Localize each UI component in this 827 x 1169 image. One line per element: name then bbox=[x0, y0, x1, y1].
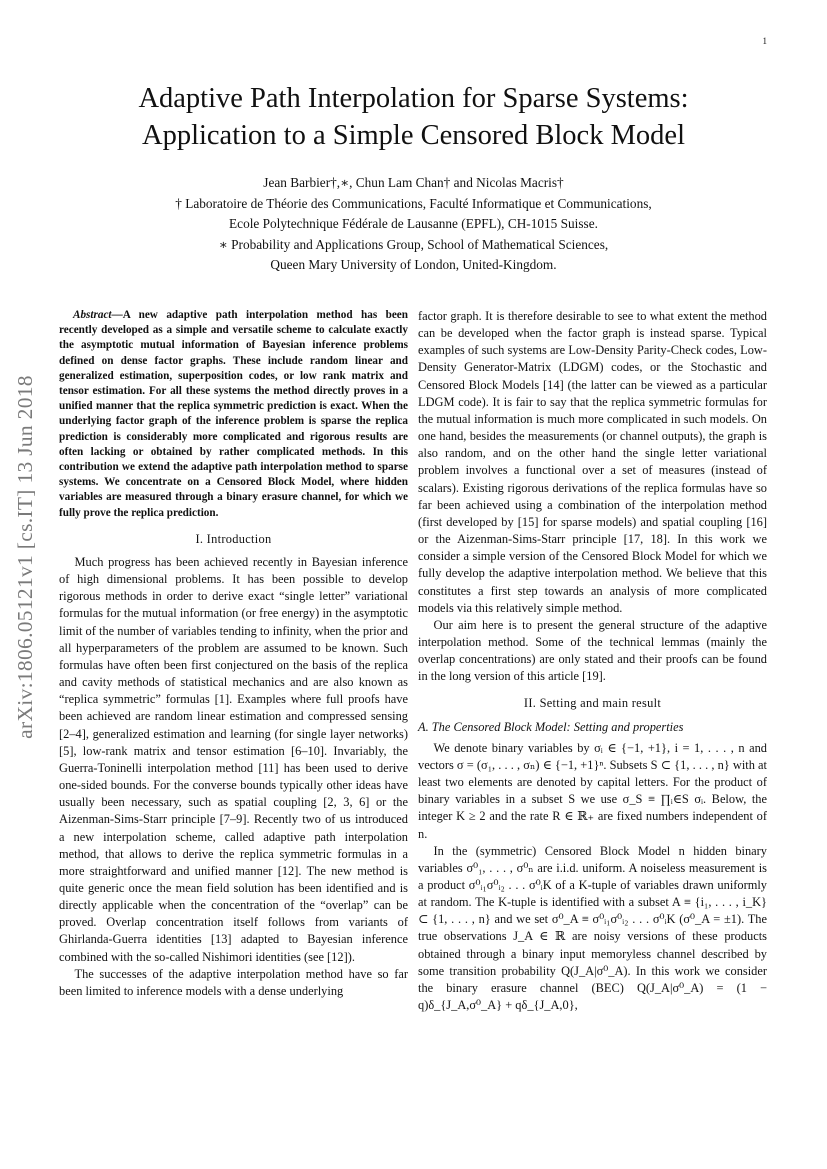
arxiv-stamp: arXiv:1806.05121v1 [cs.IT] 13 Jun 2018 bbox=[13, 375, 37, 739]
setting-paragraph-1: We denote binary variables by σᵢ ∈ {−1, +1}, i = 1, . . . , n and vectors σ = (σ₁, . . . , σₙ) ∈ {−1, +1}ⁿ. Subsets S ⊂ {1, . . . , n} with at least two elements are denoted by capital letters. For the product of binary variables in a subset S we use σ_S ≡ ∏ᵢ∈S σᵢ. Below, the integer K ≥ 2 and the rate R ∈ ℝ₊ are fixed numbers independent of n. bbox=[418, 740, 767, 841]
setting-paragraph-2: In the (symmetric) Censored Block Model n hidden binary variables σ⁰₁, . . . , σ⁰ₙ are i.i.d. uniform. A noiseless measurement is a product σ⁰ᵢ₁σ⁰ᵢ₂ . . . σ⁰ᵢK of a K-tuple of variables drawn uniformly at random. The K-tuple is identified with a subset A ≡ {i₁, . . . , i_K} ⊂ {1, . . . , n} and we set σ⁰_A ≡ σ⁰ᵢ₁σ⁰ᵢ₂ . . . σ⁰ᵢK (σ⁰_A = ±1). The true observations J_A ∈ ℝ are noisy versions of these products obtained through a binary input memoryless channel described by some transition probability Q(J_A|σ⁰_A). In this work we consider the binary erasure channel (BEC) Q(J_A|σ⁰_A) = (1 − q)δ_{J_A,σ⁰_A} + qδ_{J_A,0}, bbox=[418, 843, 767, 1013]
paper-title bbox=[60, 80, 767, 154]
affiliation-line-4: Queen Mary University of London, United-Kingdom. bbox=[270, 257, 557, 272]
intro-paragraph-3: Our aim here is to present the general structure of the adaptive interpolation method. Some of the technical lemmas (mainly the overlap concentrations) are only stated and their proofs can be found in the long version of this article [19]. bbox=[418, 617, 767, 684]
abstract bbox=[59, 308, 408, 521]
intro-paragraph-2-continued: factor graph. It is therefore desirable to see to what extent the method can be developed when the factor graph is instead sparse. Typical examples of such systems are Low-Density Parity-Check codes, Low-Density Generator-Matrix (LDGM) codes, or the Stochastic and Censored Block Models [14] (the latter can be viewed as a particular LDGM code). It is fair to say that the replica symmetric formulas for the mutual information is much more complicated in such models. On one hand, besides the measurements (or channel outputs), the graph is also random, and on the other hand the single letter variational problem involves a functional over a set of measures (instead of scalars). Existing rigorous derivations of the replica formulas have so far been achieved using a combination of the interpolation method (first developed by [15] for sparse models) and spatial coupling [16] or the Aizenman-Sims-Starr principle [17, 18]. In this work we consider a simple version of the Censored Block Model for which we fully develop the adaptive interpolation method. We believe that this constitutes a first step towards an analysis of more complicated models via this relatively simple method. bbox=[418, 309, 767, 615]
intro-paragraph-1: Much progress has been achieved recently in Bayesian inference of high dimensional problems. It has been possible to develop rigorous methods in order to derive exact “single letter” variational formulas for the mutual information (or free energy) in the asymptotic limit of the number of variables tending to infinity, when the prior and all hyperparameters of the problem are assumed to be known. Such formulas have often been first conjectured on the basis of the replica and cavity methods of statistical mechanics and are also known as “replica symmetric” formulas [1]. Examples where full proofs have been achieved are random linear estimation and compressed sensing [2–4], generalized estimation and learning (for single layer networks) [5], low-rank matrix and tensor estimation [6–10]. Invariably, the Guerra-Toninelli interpolation method [11] has been used to derive one-sided bounds. For the converse bounds typically other ideas have usually been necessary, such as spatial coupling [2, 3, 6] or the Aizenman-Sims-Starr principle [7–9]. Recently two of us introduced a new interpolation scheme, called adaptive path interpolation method, that allows to derive the replica symmetric formulas in a more straightforward and unified manner [12]. The new method is quite generic once the mean field solution has been identified and is directly applicable when the concentration of the “overlap” can be proved. Overlap concentration itself follows from variants of Ghirlanda-Guerra identities [13] adapted to Bayesian inference combined with the so-called Nishimori identities (see [12]). bbox=[59, 555, 408, 964]
authors: Jean Barbier†,∗, Chun Lam Chan† and Nicolas Macris† bbox=[263, 175, 564, 190]
title-line-2: Application to a Simple Censored Block Model bbox=[141, 120, 685, 151]
page-number: 1 bbox=[762, 36, 767, 46]
right-column bbox=[418, 308, 767, 1014]
affiliation-line-2: Ecole Polytechnique Fédérale de Lausanne (EPFL), CH-1015 Suisse. bbox=[229, 216, 598, 231]
abstract-text: —A new adaptive path interpolation method has been recently developed as a simple and versatile scheme to calculate exactly the asymptotic mutual information of Bayesian inference problems defined on dense factor graphs. These include random linear and generalized estimation, superposition codes, or low rank matrix and tensor estimation. For all these systems the method directly proves in a unified manner that the replica symmetric prediction is exact. When the underlying factor graph of the inference problem is sparse the replica prediction is considerably more complicated and rigorous results are often lacking or obtained by rather complicated methods. In this contribution we extend the adaptive path interpolation method to sparse systems. We concentrate on a Censored Block Model, where hidden variables are measured through a binary erasure channel, for which we fully prove the replica prediction. bbox=[59, 309, 408, 519]
affiliation-line-3: ∗ Probability and Applications Group, School of Mathematical Sciences, bbox=[218, 236, 609, 252]
abstract-label: Abstract bbox=[73, 309, 112, 321]
author-block bbox=[60, 173, 767, 276]
left-column bbox=[59, 308, 408, 1000]
affiliation-line-1: † Laboratoire de Théorie des Communications, Faculté Informatique et Communications, bbox=[175, 195, 652, 211]
subsection-a-heading: A. The Censored Block Model: Setting and properties bbox=[418, 719, 684, 734]
section-1-heading: I. Introduction bbox=[195, 531, 272, 546]
intro-paragraph-2: The successes of the adaptive interpolation method have so far been limited to inference models with a dense underlying bbox=[59, 966, 408, 998]
section-2-heading: II. Setting and main result bbox=[523, 696, 662, 711]
title-line-1: Adaptive Path Interpolation for Sparse Systems: bbox=[138, 83, 689, 114]
